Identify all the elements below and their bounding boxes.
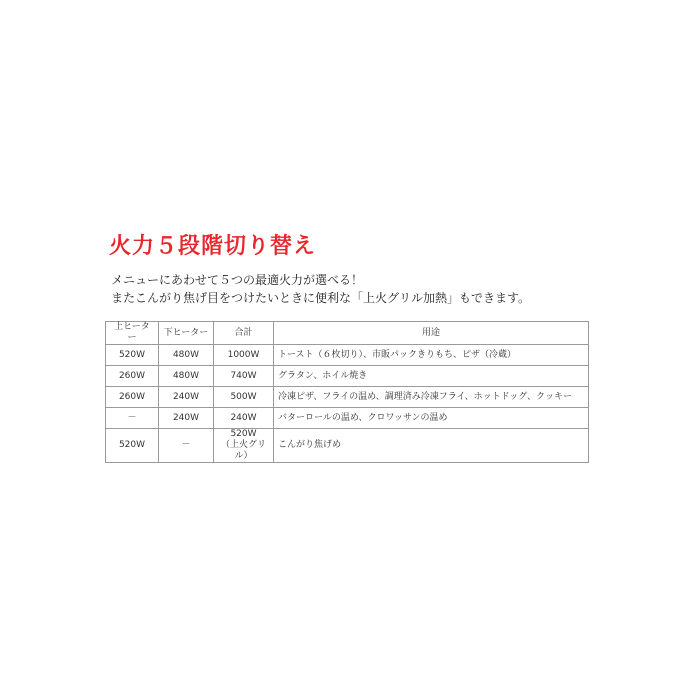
cell-total-value: 520W: [230, 429, 257, 439]
cell-total: [214, 429, 274, 463]
table-row: [106, 408, 589, 429]
description-line: メニューにあわせて５つの最適火力が選べる！: [111, 273, 364, 287]
header-upper-heater: 上ヒーター: [106, 322, 159, 345]
cell-use: トースト（６枚切り）、市販パックきりもち、ピザ（冷蔵）: [274, 345, 589, 366]
table-header-row: [106, 322, 589, 345]
cell-lower: 480W: [159, 366, 214, 387]
heater-power-table: [105, 321, 589, 463]
cell-use: こんがり焦げめ: [274, 429, 589, 463]
cell-total: 240W: [214, 408, 274, 429]
header-total: 合計: [214, 322, 274, 345]
cell-total: 740W: [214, 366, 274, 387]
description-line: またこんがり焦げ目をつけたいときに便利な「上火グリル加熱」もできます。: [111, 291, 531, 305]
cell-upper: 520W: [106, 345, 159, 366]
table-row: [106, 345, 589, 366]
cell-total: 500W: [214, 387, 274, 408]
table-row: [106, 366, 589, 387]
cell-upper: 260W: [106, 366, 159, 387]
cell-lower: 240W: [159, 387, 214, 408]
table-row: [106, 429, 589, 463]
cell-total: 1000W: [214, 345, 274, 366]
cell-lower: －: [159, 429, 214, 463]
header-lower-heater: 下ヒーター: [159, 322, 214, 345]
cell-use: バターロールの温め、クロワッサンの温め: [274, 408, 589, 429]
cell-lower: 480W: [159, 345, 214, 366]
header-use: 用途: [274, 322, 589, 345]
cell-upper: －: [106, 408, 159, 429]
description: [111, 271, 530, 307]
cell-upper: 260W: [106, 387, 159, 408]
cell-use: 冷凍ピザ、フライの温め、調理済み冷凍フライ、ホットドッグ、クッキー: [274, 387, 589, 408]
cell-use: グラタン、ホイル焼き: [274, 366, 589, 387]
page-title: 火力５段階切り替え: [109, 234, 317, 259]
cell-lower: 240W: [159, 408, 214, 429]
cell-upper: 520W: [106, 429, 159, 463]
table-row: [106, 387, 589, 408]
cell-total-note: （上火グリル）: [220, 440, 266, 461]
